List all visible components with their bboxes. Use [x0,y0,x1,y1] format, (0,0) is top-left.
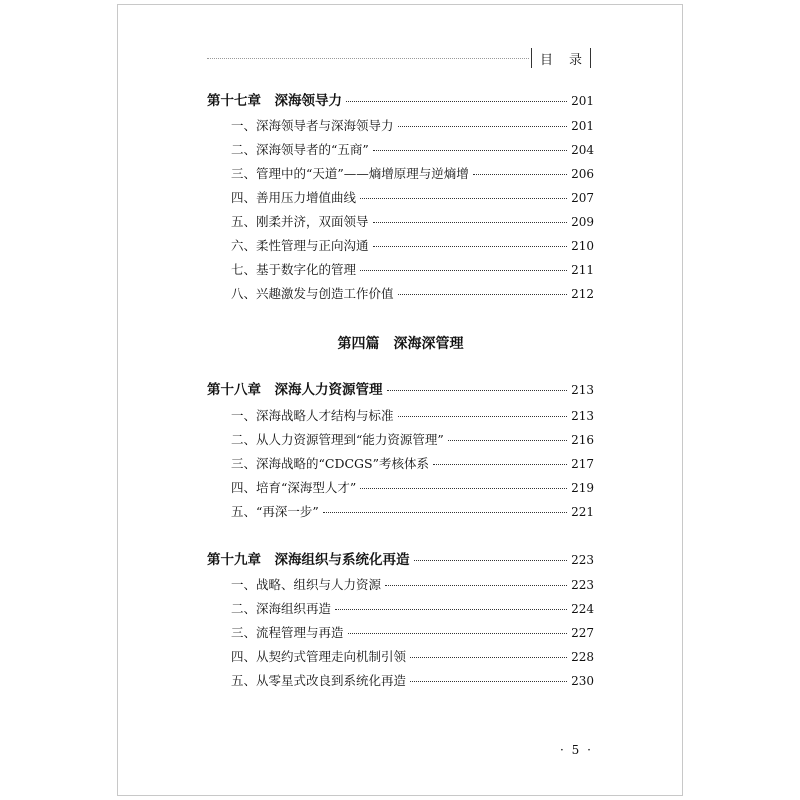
page-folio: · 5 · [560,743,593,757]
toc-entry[interactable] [231,601,594,617]
toc-entry[interactable] [231,286,594,302]
page-number: 217 [571,457,594,471]
page-number: 207 [571,191,594,205]
part-title: 第四篇 深海深管理 [337,336,464,352]
dot-leader [410,657,567,658]
section-title: 五、刚柔并济，双面领导 [231,214,369,229]
page-number: 213 [571,409,594,423]
page-number: 223 [571,578,594,592]
section-title: 八、兴趣激发与创造工作价值 [231,286,394,301]
dot-leader [448,440,567,441]
toc-chapter-17[interactable] [207,93,594,109]
page-number: 209 [571,215,594,229]
chapter-title: 第十九章 深海组织与系统化再造 [207,552,410,568]
section-title: 三、管理中的“天道”——熵增原理与逆熵增 [231,166,469,181]
header-rule [207,58,529,59]
section-title: 四、培育“深海型人才” [231,480,357,495]
dot-leader [385,585,567,586]
page-number: 221 [571,505,594,519]
page-number: 206 [571,167,594,181]
page-number: 230 [571,674,594,688]
section-title: 三、深海战略的“CDCGS”考核体系 [231,456,429,471]
section-title: 四、善用压力增值曲线 [231,190,357,205]
header-label-left: 目 [540,52,554,68]
dot-leader [346,101,567,102]
toc-entry[interactable] [231,408,594,424]
section-title: 五、“再深一步” [231,504,319,519]
dot-leader [414,560,568,561]
section-title: 一、深海领导者与深海领导力 [231,118,394,133]
section-title: 三、流程管理与再造 [231,625,344,640]
toc-entry[interactable] [231,214,594,230]
toc-entry[interactable] [231,625,594,641]
page-number: 223 [571,553,594,567]
page-number: 212 [571,287,594,301]
chapter-title: 第十八章 深海人力资源管理 [207,382,383,398]
chapter-title: 第十七章 深海领导力 [207,93,342,109]
toc-entry[interactable] [231,577,594,593]
page-number: 211 [571,263,594,277]
toc-entry[interactable] [231,166,594,182]
dot-leader [433,464,567,465]
section-title: 七、基于数字化的管理 [231,262,357,277]
section-title: 二、从人力资源管理到“能力资源管理” [231,432,444,447]
dot-leader [373,150,567,151]
page-number: 224 [571,602,594,616]
toc-entry[interactable] [231,649,594,665]
section-title: 四、从契约式管理走向机制引领 [231,649,407,664]
page-number: 201 [571,94,594,108]
toc-chapter-19[interactable] [207,552,594,568]
section-title: 六、柔性管理与正向沟通 [231,238,369,253]
dot-leader [398,294,568,295]
toc-entry[interactable] [231,504,594,520]
toc-entry[interactable] [231,190,594,206]
header-label-right: 录 [568,52,582,68]
toc-entry[interactable] [231,118,594,134]
toc-entry[interactable] [231,480,594,496]
page-number: 210 [571,239,594,253]
section-title: 二、深海领导者的“五商” [231,142,369,157]
toc-entry[interactable] [231,432,594,448]
toc-chapter-18[interactable] [207,382,594,398]
section-title: 五、从零星式改良到系统化再造 [231,673,407,688]
dot-leader [348,633,568,634]
page-number: 219 [571,481,594,495]
page-number: 216 [571,433,594,447]
page-number: 204 [571,143,594,157]
dot-leader [335,609,567,610]
toc-entry[interactable] [231,673,594,689]
page-number: 201 [571,119,594,133]
dot-leader [360,198,567,199]
toc-entry[interactable] [231,456,594,472]
dot-leader [360,270,567,271]
running-header [531,48,591,68]
dot-leader [398,416,568,417]
dot-leader [473,174,567,175]
toc-entry[interactable] [231,238,594,254]
dot-leader [360,488,567,489]
dot-leader [373,246,568,247]
section-title: 一、深海战略人才结构与标准 [231,408,394,423]
section-title: 二、深海组织再造 [231,601,332,616]
toc-entry[interactable] [231,262,594,278]
dot-leader [373,222,568,223]
dot-leader [398,126,568,127]
section-title: 一、战略、组织与人力资源 [231,577,382,592]
toc-entry[interactable] [231,142,594,158]
page-number: 228 [571,650,594,664]
dot-leader [410,681,567,682]
page-number: 213 [571,383,594,397]
dot-leader [387,390,568,391]
dot-leader [323,512,567,513]
page-number: 227 [571,626,594,640]
